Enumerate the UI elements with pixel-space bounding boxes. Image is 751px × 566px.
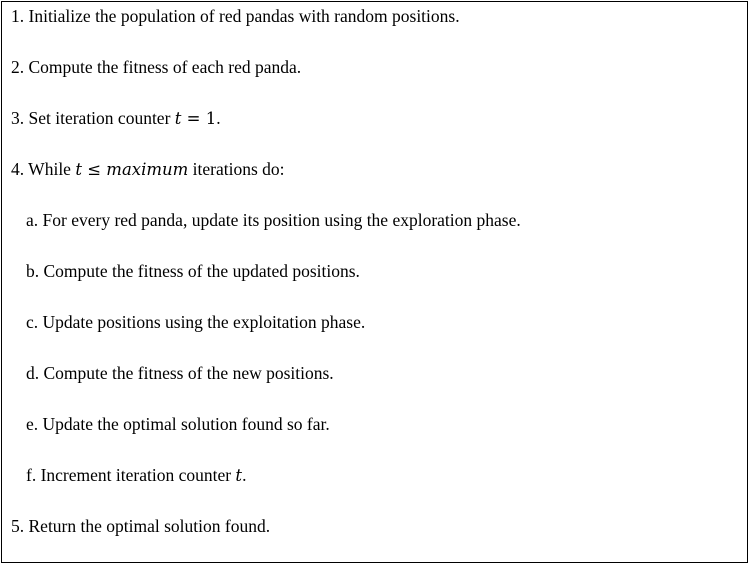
step-4-bound: maximum — [106, 160, 189, 179]
step-4c — [26, 311, 365, 333]
step-4e-text: e. Update the optimal solution found so far. — [26, 414, 330, 434]
step-4f — [26, 464, 246, 487]
step-3-operator: = — [181, 109, 206, 128]
step-4b — [26, 260, 360, 282]
step-4f-variable: t — [235, 466, 243, 485]
step-3 — [11, 107, 221, 130]
step-4d — [26, 362, 334, 384]
step-3-prefix: 3. Set iteration counter — [11, 108, 175, 128]
step-4b-text: b. Compute the fitness of the updated positions. — [26, 261, 360, 281]
step-4-variable: t — [75, 160, 82, 179]
step-4f-suffix: . — [242, 465, 247, 485]
step-4-prefix: 4. While — [11, 159, 76, 179]
step-4d-text: d. Compute the fitness of the new positions. — [26, 363, 334, 383]
step-3-value: 1 — [205, 109, 217, 128]
step-5-text: 5. Return the optimal solution found. — [11, 516, 271, 536]
step-5 — [11, 515, 270, 537]
step-2 — [11, 56, 301, 78]
step-4 — [11, 158, 285, 181]
step-3-suffix: . — [216, 108, 221, 128]
step-4-suffix: iterations do: — [188, 159, 285, 179]
step-4a-text: a. For every red panda, update its position using the exploration phase. — [26, 210, 521, 230]
algorithm-box — [1, 1, 748, 563]
step-4-operator: ≤ — [81, 160, 107, 179]
step-4e — [26, 413, 330, 435]
step-1 — [11, 5, 460, 27]
step-4f-prefix: f. Increment iteration counter — [26, 465, 236, 485]
step-3-variable: t — [174, 109, 182, 128]
step-4a — [26, 209, 521, 231]
step-2-text: 2. Compute the fitness of each red panda. — [11, 57, 302, 77]
step-1-text: 1. Initialize the population of red pandas with random positions. — [11, 6, 460, 26]
step-4c-text: c. Update positions using the exploitation phase. — [26, 312, 366, 332]
